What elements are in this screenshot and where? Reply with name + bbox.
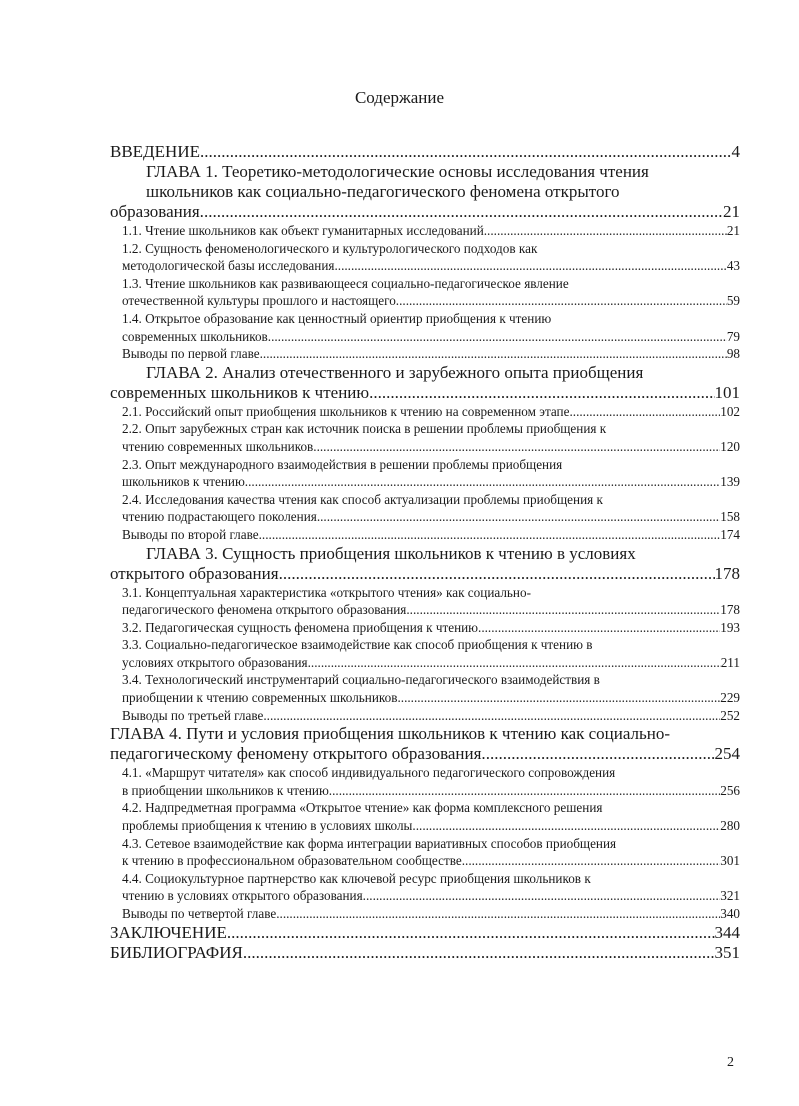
toc-entry-section[interactable] [110, 782, 740, 800]
toc-entry-introduction[interactable] [110, 142, 740, 162]
leader-dots [465, 852, 720, 870]
toc-page-number: 120 [720, 438, 740, 454]
toc-page-number: 178 [714, 563, 740, 583]
leader-dots [481, 619, 720, 637]
toc-page-number: 59 [726, 293, 740, 309]
toc-entry-label: чтению в условиях открытого образования. [122, 888, 366, 904]
toc-page-number: 21 [723, 202, 740, 221]
toc-page-number: 101 [714, 382, 740, 402]
leader-dots [486, 744, 715, 764]
toc-entry-line: 4.3. Сетевое взаимодействие как форма интеграции вариативных способов приобщения [122, 835, 617, 851]
toc-entry-bibliography[interactable] [110, 943, 740, 963]
toc-page-number: 102 [720, 403, 740, 419]
leader-dots [332, 782, 720, 800]
toc-entry-line: 3.1. Концептуальная характеристика «открытого чтения» как социально- [122, 584, 531, 600]
toc-entry-label: чтению современных школьников. [122, 438, 317, 454]
toc-page-number: 158 [720, 509, 740, 525]
toc-page-number: 280 [720, 818, 740, 834]
toc-entry-label: открытого образования. [110, 563, 283, 583]
leader-dots [283, 564, 715, 584]
table-of-contents [110, 142, 740, 963]
toc-entry-label: современных школьников к чтению. [110, 382, 374, 402]
toc-entry-chapter-3[interactable] [110, 564, 740, 584]
leader-dots [373, 383, 714, 403]
toc-page-number: 229 [720, 690, 740, 706]
toc-page-number: 139 [720, 474, 740, 490]
toc-page-number: 174 [720, 526, 740, 542]
toc-entry-line: 1.3. Чтение школьников как развивающееся социально-педагогическое явление [122, 275, 569, 291]
leader-dots [410, 601, 721, 619]
toc-entry-line: 3.3. Социально-педагогическое взаимодействие как способ приобщения к чтению в [122, 637, 593, 653]
toc-entry-label: условиях открытого образования. [122, 654, 311, 670]
chapter-heading-line: ГЛАВА 3. Сущность приобщения школьников к чтению в условиях [146, 543, 636, 563]
toc-entry-section[interactable] [110, 654, 740, 672]
leader-dots [262, 526, 720, 544]
toc-entry-label: к чтению в профессиональном образовательном сообществе. [122, 853, 466, 869]
toc-entry-line: 4.4. Социокультурное партнерство как ключевой ресурс приобщения школьников к [122, 870, 591, 886]
toc-entry-line: 2.2. Опыт зарубежных стран как источник поиска в решении проблемы приобщения к [122, 421, 607, 437]
toc-entry-section[interactable] [110, 473, 740, 491]
toc-page-number: 98 [726, 346, 740, 362]
toc-entry-conclusions[interactable] [110, 345, 740, 363]
chapter-heading-line: ГЛАВА 2. Анализ отечественного и зарубежного опыта приобщения [146, 362, 644, 382]
toc-entry-section[interactable] [110, 438, 740, 456]
toc-entry-line: 4.2. Надпредметная программа «Открытое чтение» как форма комплексного решения [122, 800, 603, 816]
toc-entry-section[interactable] [110, 887, 740, 905]
leader-dots [204, 202, 723, 222]
toc-entry-section[interactable] [110, 257, 740, 275]
toc-entry-label: педагогического феномена открытого образования. [122, 602, 410, 618]
toc-entry-label: образования. [110, 202, 204, 221]
toc-entry-label: современных школьников. [122, 328, 272, 344]
chapter-heading-line: ГЛАВА 4. Пути и условия приобщения школьников к чтению как социально- [110, 724, 671, 744]
toc-entry-conclusions[interactable] [110, 707, 740, 725]
toc-page-number: 193 [720, 619, 740, 635]
toc-page-number: 178 [720, 602, 740, 618]
toc-entry-label: приобщении к чтению современных школьников. [122, 690, 401, 706]
leader-dots [484, 222, 727, 240]
toc-entry-section[interactable] [110, 817, 740, 835]
chapter-heading-line: школьников как социально-педагогического феномена открытого [146, 182, 620, 201]
toc-entry-label: отечественной культуры прошлого и настоящего. [122, 293, 400, 309]
leader-dots [263, 345, 727, 363]
toc-page-number: 344 [714, 922, 740, 942]
toc-entry-label: 1.1. Чтение школьников как объект гуманитарных исследований [122, 223, 484, 238]
toc-entry-line: 2.4. Исследования качества чтения как способ актуализации проблемы приобщения к [122, 491, 603, 507]
toc-entry-label: школьников к чтению. [122, 474, 249, 490]
toc-page-number: 79 [726, 328, 740, 344]
toc-page-number: 21 [726, 223, 740, 238]
leader-dots [320, 508, 720, 526]
toc-page-number: 321 [720, 888, 740, 904]
leader-dots [317, 438, 721, 456]
toc-page-number: 256 [720, 782, 740, 798]
leader-dots [573, 403, 720, 421]
toc-page-number: 211 [720, 654, 740, 670]
leader-dots [338, 257, 727, 275]
toc-page-number: 351 [714, 942, 740, 962]
toc-entry-label: 2.1. Российский опыт приобщения школьников к чтению на современном этапе. [122, 403, 573, 419]
toc-entry-conclusion[interactable] [110, 923, 740, 943]
toc-entry-line: 2.3. Опыт международного взаимодействия в решении проблемы приобщения [122, 456, 563, 472]
toc-entry-section[interactable] [110, 601, 740, 619]
leader-dots [227, 923, 715, 943]
toc-entry-label: Выводы по третьей главе. [122, 707, 267, 723]
toc-entry-section[interactable] [110, 292, 740, 310]
toc-entry-line: 4.1. «Маршрут читателя» как способ индивидуального педагогического сопровождения [122, 765, 616, 781]
toc-page-number: 301 [720, 853, 740, 869]
chapter-heading-line: ГЛАВА 1. Теоретико-методологические основы исследования чтения [146, 162, 649, 181]
leader-dots [200, 142, 732, 162]
toc-entry-chapter-1[interactable] [110, 202, 740, 222]
leader-dots [280, 905, 721, 923]
toc-entry-label: 3.2. Педагогическая сущность феномена приобщения к чтению. [122, 619, 482, 635]
toc-page-number: 4 [731, 142, 740, 161]
leader-dots [416, 817, 721, 835]
toc-page-number: 254 [714, 744, 740, 764]
leader-dots [401, 689, 720, 707]
toc-entry-section[interactable] [110, 328, 740, 346]
toc-entry-line: 3.4. Технологический инструментарий социально-педагогического взаимодействия в [122, 672, 600, 688]
toc-entry-section[interactable] [110, 689, 740, 707]
toc-entry-label: чтению подрастающего поколения. [122, 509, 321, 525]
toc-entry-label: в приобщении школьников к чтению. [122, 782, 333, 798]
toc-entry-chapter-4[interactable] [110, 744, 740, 764]
toc-entry-section[interactable] [110, 222, 740, 240]
toc-entry-line: 1.4. Открытое образование как ценностный ориентир приобщения к чтению [122, 310, 552, 326]
leader-dots [311, 654, 721, 672]
toc-entry-chapter-2[interactable] [110, 383, 740, 403]
toc-entry-label: проблемы приобщения к чтению в условиях школы. [122, 818, 416, 834]
toc-entry-section[interactable] [110, 852, 740, 870]
toc-entry-conclusions[interactable] [110, 905, 740, 923]
toc-entry-label: Выводы по второй главе. [122, 526, 262, 542]
toc-entry-section[interactable] [110, 403, 740, 421]
leader-dots [243, 943, 715, 963]
toc-page-number: 252 [720, 707, 740, 723]
toc-page-number: 340 [720, 906, 740, 921]
toc-entry-label: ЗАКЛЮЧЕНИЕ [110, 922, 227, 942]
leader-dots [271, 328, 727, 346]
leader-dots [399, 292, 727, 310]
leader-dots [366, 887, 720, 905]
toc-entry-label: Выводы по четвертой главе. [122, 906, 280, 921]
page-number: 2 [727, 1055, 734, 1070]
toc-entry-section[interactable] [110, 619, 740, 637]
toc-entry-line: 1.2. Сущность феноменологического и культурологического подходов как [122, 240, 538, 256]
page-title: Содержание [354, 88, 445, 107]
toc-entry-label: педагогическому феномену открытого образования. [110, 744, 486, 764]
toc-entry-conclusions[interactable] [110, 526, 740, 544]
toc-page-number: 43 [726, 258, 740, 274]
toc-entry-label: методологической базы исследования. [122, 258, 338, 274]
leader-dots [248, 473, 720, 491]
toc-entry-label: ВВЕДЕНИЕ [110, 142, 200, 161]
leader-dots [267, 707, 721, 725]
toc-entry-section[interactable] [110, 508, 740, 526]
toc-entry-label: БИБЛИОГРАФИЯ [110, 942, 243, 962]
toc-entry-label: Выводы по первой главе. [122, 346, 263, 362]
